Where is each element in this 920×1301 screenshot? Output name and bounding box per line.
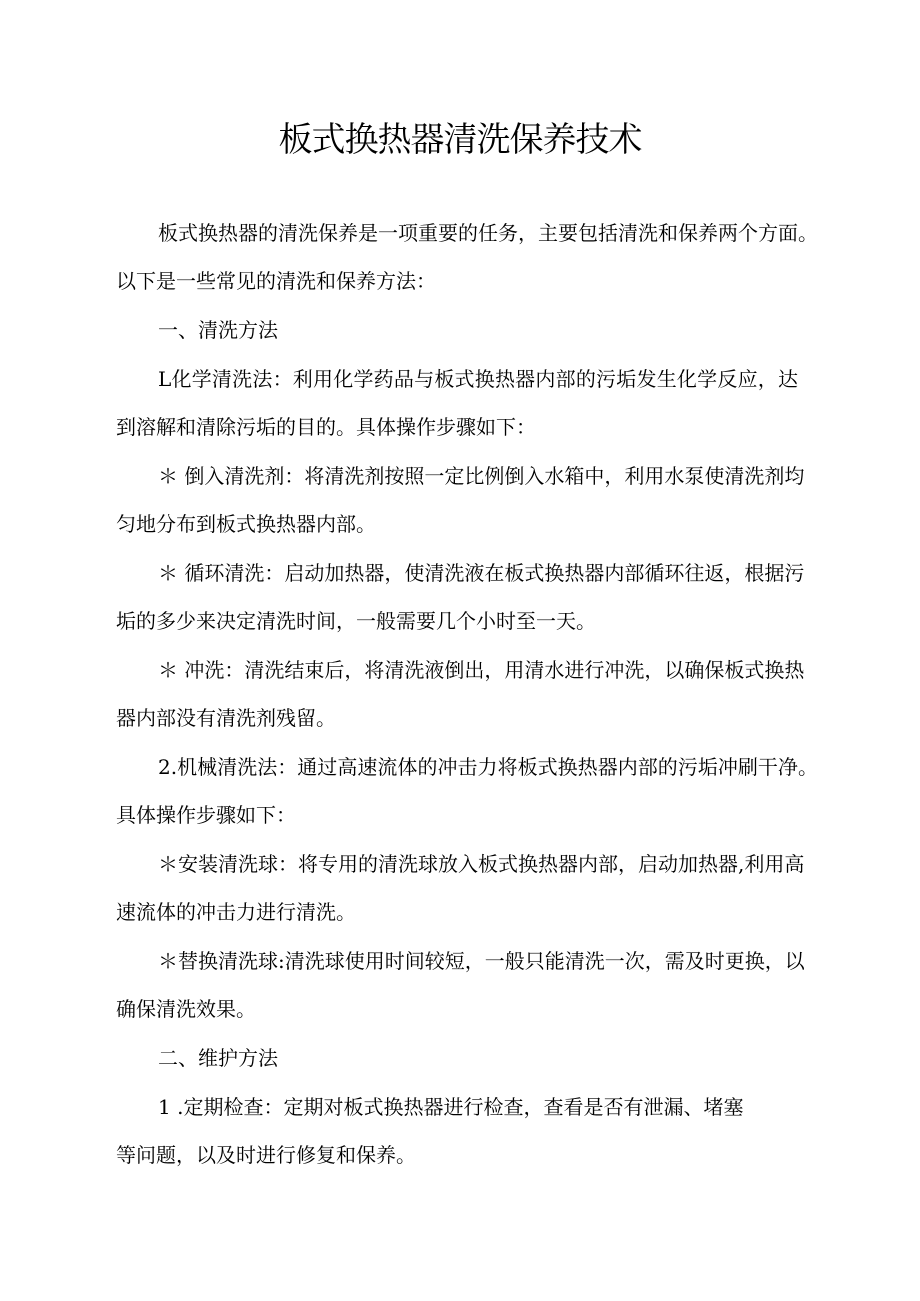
paragraph-line: 具体操作步骤如下： <box>116 803 296 827</box>
bullet-line: 匀地分布到板式换热器内部。 <box>116 512 376 536</box>
section-heading: 一、清洗方法 <box>158 318 278 342</box>
section-heading: 二、维护方法 <box>158 1046 278 1070</box>
bullet-line: 速流体的冲击力进行清洗。 <box>116 900 356 924</box>
bullet-line: 确保清洗效果。 <box>116 997 256 1021</box>
paragraph-line: 以下是一些常见的清洗和保养方法： <box>116 269 436 293</box>
paragraph-line: L化学清洗法：利用化学药品与板式换热器内部的污垢发生化学反应，达 <box>158 367 798 391</box>
bullet-line: ＊安装清洗球：将专用的清洗球放入板式换热器内部，启动加热器,利用高 <box>158 852 805 876</box>
paragraph-line: 等问题，以及时进行修复和保养。 <box>116 1143 416 1167</box>
bullet-line: ＊替换清洗球:清洗球使用时间较短，一般只能清洗一次，需及时更换，以 <box>158 949 805 973</box>
paragraph-line: 2.机械清洗法：通过高速流体的冲击力将板式换热器内部的污垢冲刷干净。 <box>158 755 818 779</box>
bullet-line: ＊ 倒入清洗剂：将清洗剂按照一定比例倒入水箱中，利用水泵使清洗剂均 <box>158 464 805 488</box>
bullet-line: 垢的多少来决定清洗时间，一般需要几个小时至一天。 <box>116 609 596 633</box>
paragraph-line: 1 .定期检查：定期对板式换热器进行检查，查看是否有泄漏、堵塞 <box>158 1095 744 1119</box>
document-title: 板式换热器清洗保养技术 <box>278 120 642 160</box>
bullet-line: ＊ 冲洗：清洗结束后，将清洗液倒出，用清水进行冲洗，以确保板式换热 <box>158 658 805 682</box>
bullet-line: 器内部没有清洗剂残留。 <box>116 706 336 730</box>
paragraph-line: 到溶解和清除污垢的目的。具体操作步骤如下： <box>116 415 536 439</box>
bullet-line: ＊ 循环清洗：启动加热器，使清洗液在板式换热器内部循环往返，根据污 <box>158 561 805 585</box>
paragraph-line: 板式换热器的清洗保养是一项重要的任务，主要包括清洗和保养两个方面。 <box>158 221 818 245</box>
